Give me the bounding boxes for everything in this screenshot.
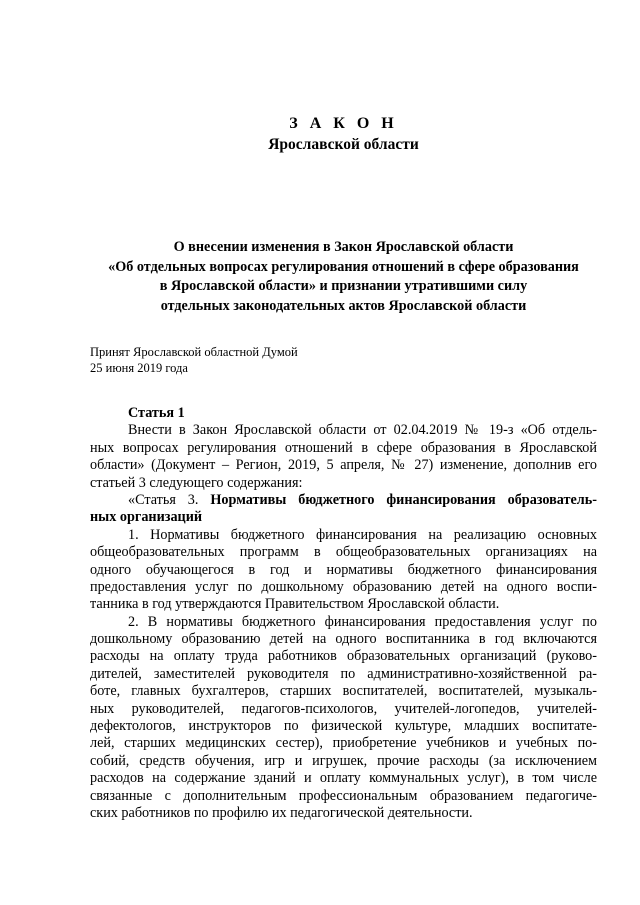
paragraph1-line: предоставления услуг по дошкольному образованию детей на одного воспи- bbox=[90, 578, 597, 595]
paragraph2-line: собий, средств обучения, игр и игрушек, прочие расходы (за исключением bbox=[90, 752, 597, 769]
new-article-title bbox=[90, 492, 597, 509]
article-line: области» (Документ – Регион, 2019, 5 апреля, № 27) изменение, дополнив его bbox=[90, 457, 597, 474]
paragraph2-line: ских работников по профилю их педагогической деятельности. bbox=[90, 804, 473, 821]
new-article-title-part2: ных организаций bbox=[90, 509, 203, 526]
heading-line: в Ярославской области» и признании утратившими силу bbox=[159, 278, 528, 294]
new-article-prefix: «Статья 3. bbox=[128, 491, 211, 508]
adoption-note bbox=[90, 344, 298, 376]
paragraph2-line: дошкольному образованию детей на одного воспитанника в год включаются bbox=[90, 631, 597, 648]
article-line: ных вопросах регулирования отношений в сфере образования в Ярославской bbox=[90, 439, 597, 456]
paragraph1-line: 1. Нормативы бюджетного финансирования на реализацию основных bbox=[128, 526, 597, 543]
paragraph2-line: расходов на содержание зданий и оплату коммунальных услуг), в том числе bbox=[90, 770, 597, 787]
paragraph2-line: лей, старших медицинских сестер), приобретение учебников и учебных по- bbox=[90, 735, 597, 752]
paragraph2-line: связанные с дополнительным профессиональным образованием педагогиче- bbox=[90, 787, 597, 804]
paragraph2-line: ных руководителей, педагогов-психологов, учителей-логопедов, учителей- bbox=[90, 700, 597, 717]
paragraph2-line: расходы на оплату труда работников образовательных организаций (руково- bbox=[90, 648, 597, 665]
law-title: З А К О Н bbox=[289, 115, 398, 132]
article-title: Статья 1 bbox=[128, 405, 185, 421]
paragraph2-line: дефектологов, инструкторов по физической культуре, младших воспитате- bbox=[90, 718, 597, 735]
law-subtitle: Ярославской области bbox=[268, 136, 419, 153]
heading-line: отдельных законодательных актов Ярославской области bbox=[160, 297, 527, 314]
heading-line: О внесении изменения в Закон Ярославской области bbox=[173, 239, 514, 255]
paragraph2-line: дителей, заместителей руководителя по административно-хозяйственной ра- bbox=[90, 665, 597, 682]
article-body bbox=[90, 405, 597, 822]
paragraph1-line: одного обучающегося в год и нормативы бюджетного финансирования bbox=[90, 561, 597, 578]
paragraph2-line: 2. В нормативы бюджетного финансирования предоставления услуг по bbox=[128, 613, 597, 630]
law-heading bbox=[90, 238, 597, 316]
adoption-line: Принят Ярославской областной Думой bbox=[90, 345, 298, 359]
paragraph1-line: общеобразовательных программ в общеобразовательных организациях на bbox=[90, 544, 597, 561]
article-line: статьей 3 следующего содержания: bbox=[90, 474, 303, 491]
new-article-title-part1: Нормативы бюджетного финансирования образователь- bbox=[210, 491, 597, 508]
heading-line: «Об отдельных вопросах регулирования отношений в сфере образования bbox=[108, 258, 579, 275]
paragraph1-line: танника в год утверждаются Правительством Ярославской области. bbox=[90, 596, 500, 613]
article-line: Внести в Закон Ярославской области от 02.04.2019 № 19-з «Об отдель- bbox=[128, 422, 597, 439]
paragraph2-line: боте, главных бухгалтеров, старших воспитателей, воспитателей, музыкаль- bbox=[90, 683, 597, 700]
adoption-line: 25 июня 2019 года bbox=[90, 361, 188, 375]
